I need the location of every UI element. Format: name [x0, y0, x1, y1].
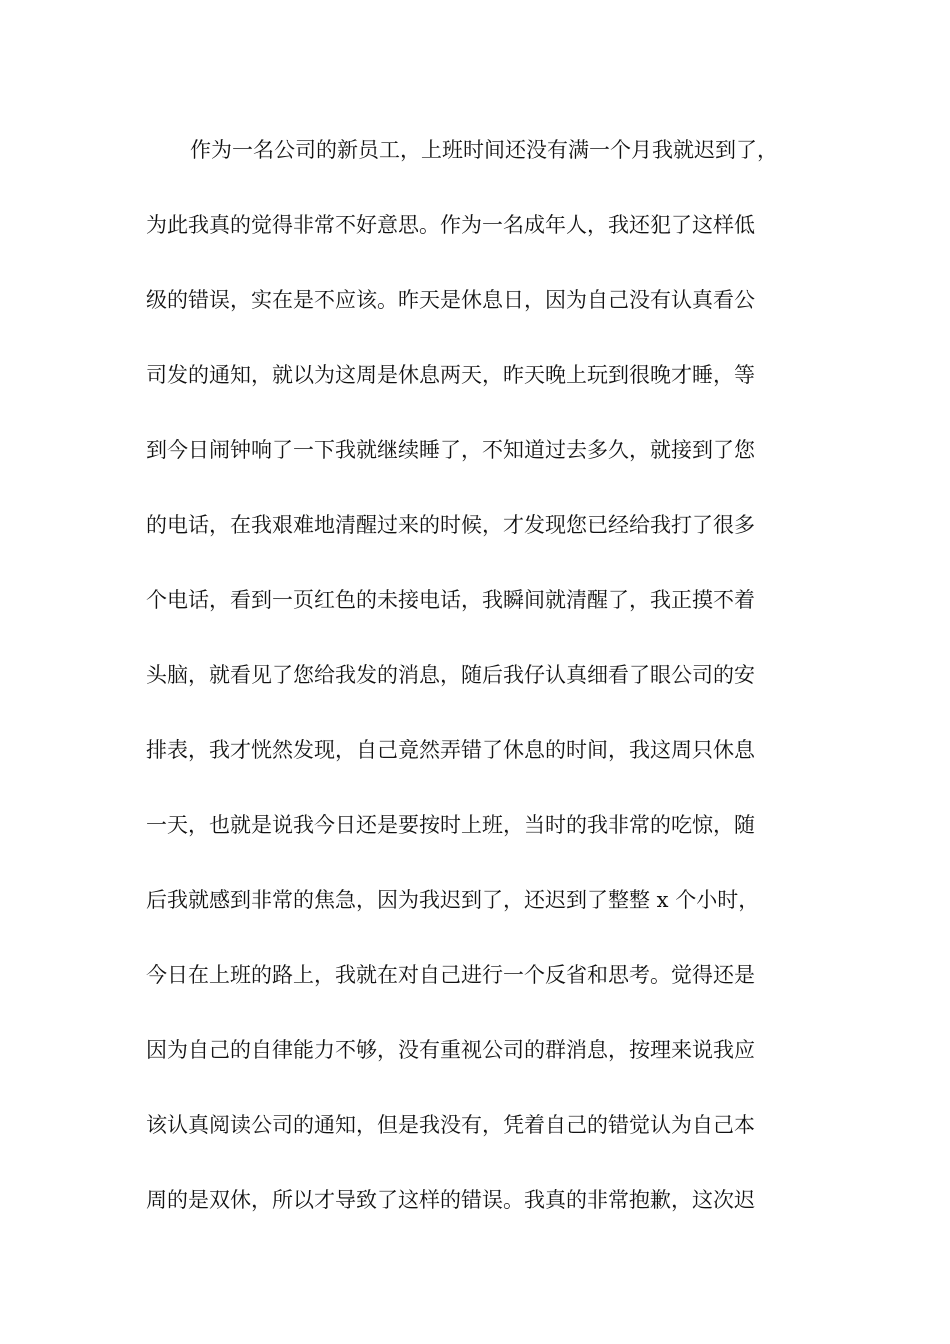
- text-line: 该认真阅读公司的通知，但是我没有，凭着自己的错觉认为自己本: [146, 1113, 755, 1137]
- text-line: 个电话，看到一页红色的未接电话，我瞬间就清醒了，我正摸不着: [146, 588, 755, 612]
- text-line: 今日在上班的路上，我就在对自己进行一个反省和思考。觉得还是: [146, 963, 755, 987]
- text-line: 到今日闹钟响了一下我就继续睡了，不知道过去多久，就接到了您: [146, 438, 755, 462]
- text-line: 级的错误，实在是不应该。昨天是休息日，因为自己没有认真看公: [146, 288, 755, 312]
- text-line: 作为一名公司的新员工，上班时间还没有满一个月我就迟到了，: [190, 138, 778, 162]
- text-line: 头脑，就看见了您给我发的消息，随后我仔认真细看了眼公司的安: [146, 663, 755, 687]
- text-line: 后我就感到非常的焦急，因为我迟到了，还迟到了整整 x 个小时，: [146, 888, 760, 912]
- text-line: 的电话，在我艰难地清醒过来的时候，才发现您已经给我打了很多: [146, 513, 755, 537]
- text-line: 司发的通知，就以为这周是休息两天，昨天晚上玩到很晚才睡，等: [146, 363, 755, 387]
- text-line: 为此我真的觉得非常不好意思。作为一名成年人，我还犯了这样低: [146, 213, 755, 237]
- text-line: 一天，也就是说我今日还是要按时上班，当时的我非常的吃惊，随: [146, 813, 755, 837]
- body-paragraph: [146, 131, 816, 1256]
- text-line: 因为自己的自律能力不够，没有重视公司的群消息，按理来说我应: [146, 1038, 755, 1062]
- text-line: 周的是双休，所以才导致了这样的错误。我真的非常抱歉，这次迟: [146, 1188, 755, 1212]
- text-line: 排表，我才恍然发现，自己竟然弄错了休息的时间，我这周只休息: [146, 738, 755, 762]
